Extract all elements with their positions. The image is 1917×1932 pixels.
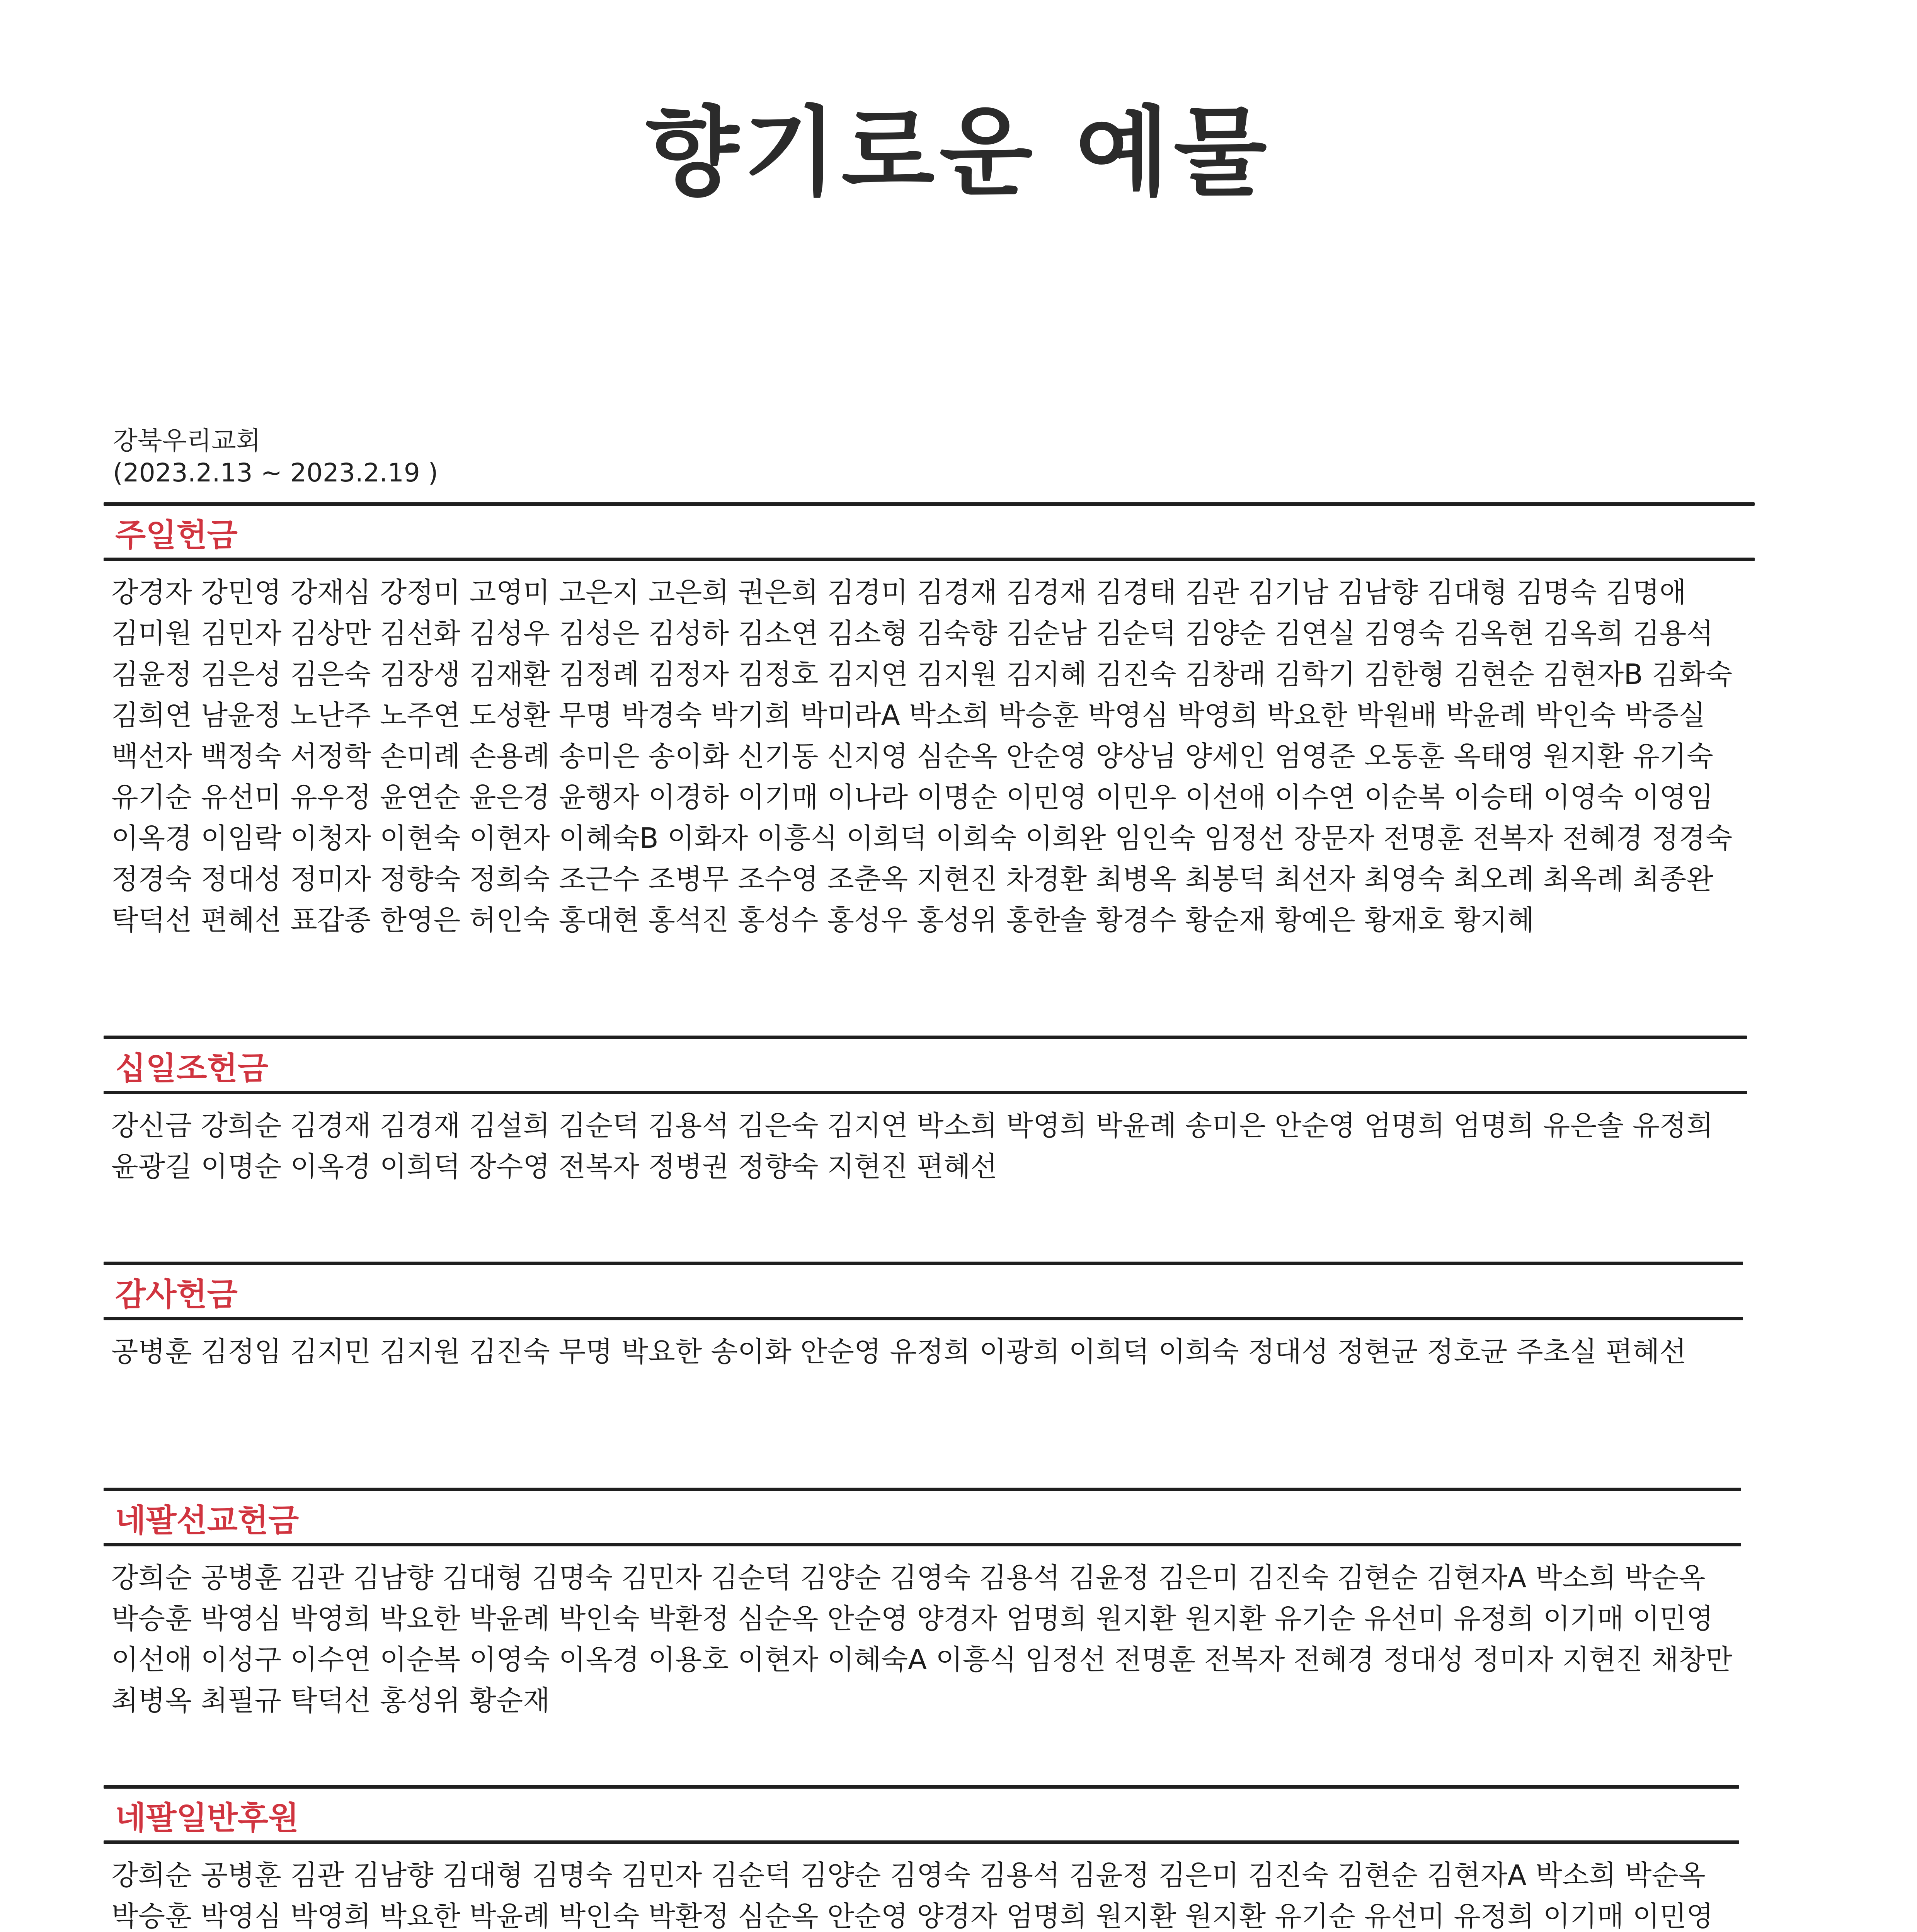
section-title: 네팔선교헌금: [115, 1502, 299, 1539]
section-title: 십일조헌금: [115, 1050, 269, 1087]
section-divider: [104, 1036, 1747, 1039]
church-header: [113, 425, 438, 489]
section-nepal-mission: [104, 1488, 1741, 1721]
date-period: (2023.2.13 ~ 2023.2.19 ): [113, 457, 438, 488]
section-title: 감사헌금: [115, 1276, 238, 1313]
donor-names: 강경자 강민영 강재심 강정미 고영미 고은지 고은희 권은희 김경미 김경재 김경재 김경태 김관 김기남 김남향 김대형 김명숙 김명애 김미원 김민자 김상만 김선화 김성우 김성은 김성하 김소연 김소형 김숙향 김순남 김순덕 김양순 김연실 김영숙 김옥현 김옥희 김용석 김윤정 김은성 김은숙 김장생 김재환 김정례 김정자 김정호 김지연 김지원 김지혜 김진숙 김창래 김학기 김한형 김현순 김현자B 김화숙 김희연 남윤정 노난주 노주연 도성환 무명 박경숙 박기희 박미라A 박소희 박승훈 박영심 박영희 박요한 박원배 박윤례 박인숙 박증실 백선자 백정숙 서정학 손미례 손용례 송미은 송이화 신기동 신지영 심순옥 안순영 양상님 양세인 엄영준 오동훈 옥태영 원지환 유기숙 유기순 유선미 유우정 윤연순 윤은경 윤행자 이경하 이기매 이나라 이명순 이민영 이민우 이선애 이수연 이순복 이승태 이영숙 이영임 이옥경 이임락 이청자 이현숙 이현자 이혜숙B 이화자 이흥식 이희덕 이희숙 이희완 임인숙 임정선 장문자 전명훈 전복자 전혜경 정경숙 정경숙 정대성 정미자 정향숙 정희숙 조근수 조병무 조수영 조춘옥 지현진 차경환 최병옥 최봉덕 최선자 최영숙 최오례 최옥례 최종완 탁덕선 편혜선 표갑종 한영은 허인숙 홍대현 홍석진 홍성수 홍성우 홍성위 홍한솔 황경수 황순재 황예은 황재호 황지혜: [111, 576, 1733, 936]
section-divider: [104, 502, 1755, 506]
page-title: 향기로운 예물: [645, 96, 1272, 209]
section-title: 네팔일반후원: [115, 1800, 299, 1837]
section-title: 주일헌금: [115, 517, 238, 554]
section-divider: [104, 1262, 1743, 1265]
section-sunday-offering: [104, 502, 1755, 940]
section-divider: [104, 1091, 1747, 1094]
section-divider: [104, 558, 1755, 561]
donor-names: 공병훈 김정임 김지민 김지원 김진숙 무명 박요한 송이화 안순영 유정희 이광희 이희덕 이희숙 정대성 정현균 정호균 주초실 편혜선: [111, 1335, 1687, 1368]
section-tithe: [104, 1036, 1747, 1187]
section-thanksgiving: [104, 1262, 1743, 1372]
donor-names: 강희순 공병훈 김관 김남향 김대형 김명숙 김민자 김순덕 김양순 김영숙 김용석 김윤정 김은미 김진숙 김현순 김현자A 박소희 박순옥 박승훈 박영심 박영희 박요한 박윤례 박인숙 박환정 심순옥 안순영 양경자 엄명희 원지환 원지환 유기순 유선미 유정희 이기매 이민영 이선애 이성구 이수연 이순복 이영숙 이옥경 이용호 이현자 이혜숙A 이흥식 임정선 전명훈 전복자 전혜경 정대성 정미자 지현진 채창만 최병옥 최필규 탁덕선 홍성위 황순재: [111, 1561, 1733, 1717]
section-nepal-support: [104, 1785, 1739, 1932]
section-divider: [104, 1840, 1739, 1844]
donor-names: 강신금 강희순 김경재 김경재 김설희 김순덕 김용석 김은숙 김지연 박소희 박영희 박윤례 송미은 안순영 엄명희 엄명희 유은솔 유정희 윤광길 이명순 이옥경 이희덕 장수영 전복자 정병권 정향숙 지현진 편혜선: [111, 1109, 1713, 1183]
donor-names: 강희순 공병훈 김관 김남향 김대형 김명숙 김민자 김순덕 김양순 김영숙 김용석 김윤정 김은미 김진숙 김현순 김현자A 박소희 박순옥 박승훈 박영심 박영희 박요한 박윤례 박인숙 박환정 심순옥 안순영 양경자 엄명희 원지환 원지환 유기순 유선미 유정희 이기매 이민영: [111, 1859, 1713, 1932]
section-divider: [104, 1317, 1743, 1320]
church-name: 강북우리교회: [113, 426, 261, 456]
section-divider: [104, 1488, 1741, 1491]
section-divider: [104, 1785, 1739, 1789]
section-divider: [104, 1543, 1741, 1546]
